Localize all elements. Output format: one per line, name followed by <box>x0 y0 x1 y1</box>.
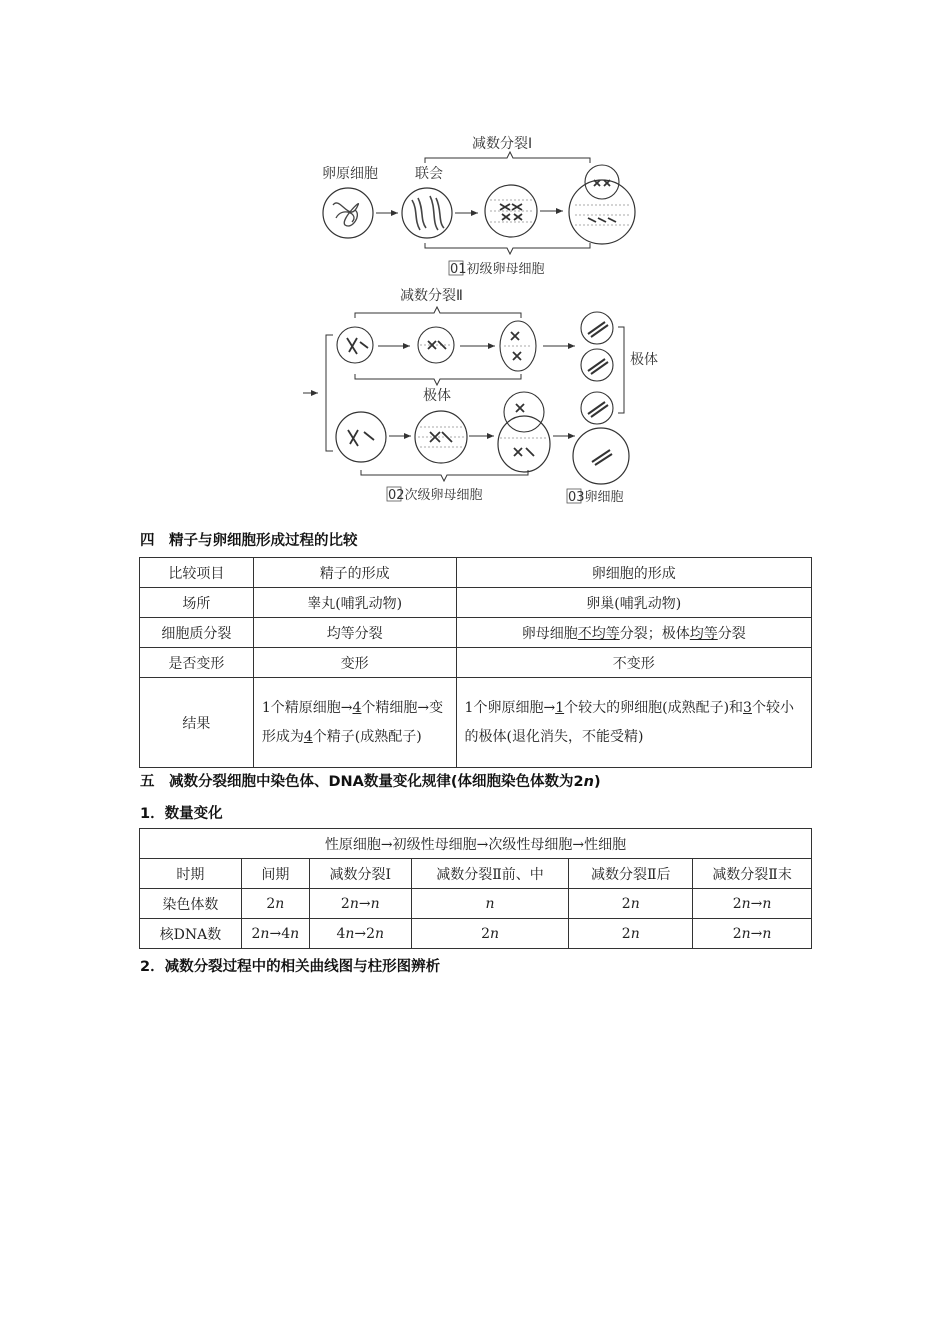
title-var: n <box>583 774 594 790</box>
text: 个较小的极体(退化消失，不能受精) <box>464 699 794 745</box>
blank-answer: 4 <box>303 728 313 745</box>
primary-oocyte-label: 01初级卵母细胞 <box>450 262 545 277</box>
value-cell: 2n→4n <box>241 919 309 949</box>
secondary-oocyte-brace <box>361 470 528 481</box>
header-cell: 间期 <box>241 859 309 889</box>
text: 卵母细胞 <box>521 625 578 642</box>
oogenesis-diagram <box>0 0 950 520</box>
table-row <box>140 859 812 889</box>
polar-bodies-side-label-text: 极体 <box>630 352 658 368</box>
text: 个精子(成熟配子) <box>312 728 422 745</box>
section5-sub2: 2．减数分裂过程中的相关曲线图与柱形图辨析 <box>140 959 441 975</box>
section5-sub1: 1．数量变化 <box>140 806 223 822</box>
text: 分裂 <box>717 625 746 642</box>
secondary-oocyte-label: 02次级卵母细胞 <box>388 488 483 503</box>
header-cell: 减数分裂Ⅱ末 <box>693 859 812 889</box>
item-cell: 场所 <box>140 588 254 618</box>
table-row <box>140 648 812 678</box>
section4-title: 四 精子与卵细胞形成过程的比较 <box>140 533 358 549</box>
text: 个较大的卵细胞(成熟配子)和 <box>564 699 744 716</box>
blank-answer: 3 <box>743 699 752 716</box>
egg-cell: 卵巢(哺乳动物) <box>456 588 811 618</box>
meiosis2-brace <box>355 307 521 318</box>
egg-cell <box>456 678 811 768</box>
quantity-table <box>139 828 812 949</box>
caption-cell: 性原细胞→初级性母细胞→次级性母细胞→性细胞 <box>140 829 812 859</box>
egg-cell-label: 03卵细胞 <box>568 490 624 505</box>
table-row <box>140 889 812 919</box>
polar-body-label: 极体 <box>423 388 451 404</box>
secondary-oocyte-cell-3 <box>498 392 550 472</box>
primary-oocyte-brace <box>425 243 590 254</box>
value-cell: 2n→n <box>309 889 411 919</box>
table-row <box>140 588 812 618</box>
table-row <box>140 678 812 768</box>
text: 个精细胞→变形成为 <box>261 699 444 745</box>
value-cell: 2n→n <box>693 919 812 949</box>
polar-body-brace <box>355 374 521 385</box>
oogonium-label: 卵原细胞 <box>322 166 378 182</box>
meiosis2-label: 减数分裂Ⅱ <box>400 288 463 304</box>
sperm-cell <box>253 678 456 768</box>
table-row <box>140 558 812 588</box>
meiosis1-label: 减数分裂Ⅰ <box>472 136 533 152</box>
egg-cell <box>456 618 811 648</box>
secondary-oocyte-cell-1 <box>336 412 386 462</box>
polar-body-cell-2 <box>418 327 454 363</box>
title-text: 五 减数分裂细胞中染色体、DNA数量变化规律(体细胞染色体数为2 <box>140 774 584 790</box>
secondary-oocyte-cell-2 <box>415 411 467 463</box>
value-cell: 2n <box>569 889 693 919</box>
value-cell: n <box>411 889 569 919</box>
header-cell: 减数分裂Ⅰ <box>309 859 411 889</box>
header-cell: 减数分裂Ⅱ后 <box>569 859 693 889</box>
polar-body-cell-1 <box>337 327 373 363</box>
sperm-cell: 均等分裂 <box>253 618 456 648</box>
anaphase1-cell <box>569 165 635 244</box>
synapsis-label: 联会 <box>415 166 443 182</box>
polar-bodies-right <box>581 312 613 424</box>
polar-bodies-side-label <box>630 351 658 368</box>
item-cell: 结果 <box>140 678 254 768</box>
text: 分裂；极体 <box>619 625 690 642</box>
value-cell: 2n→n <box>693 889 812 919</box>
text: 1个精原细胞→ <box>261 699 353 716</box>
section5-title <box>140 770 601 791</box>
comparison-table <box>139 557 812 768</box>
egg-cell <box>573 428 629 484</box>
blank-answer: 均等 <box>689 625 718 642</box>
header-cell: 时期 <box>140 859 242 889</box>
blank-answer: 1 <box>555 699 565 716</box>
blank-answer: 不均等 <box>577 625 620 642</box>
header-cell: 比较项目 <box>140 558 254 588</box>
item-cell: 细胞质分裂 <box>140 618 254 648</box>
value-cell: 4n→2n <box>309 919 411 949</box>
value-cell: 2n <box>569 919 693 949</box>
polar-body-cell-3 <box>500 321 536 371</box>
oogonium-cell <box>323 188 373 238</box>
egg-cell: 不变形 <box>456 648 811 678</box>
table-row <box>140 919 812 949</box>
meiosis1-brace <box>425 152 590 163</box>
title-text: ) <box>593 774 601 790</box>
metaphase1-cell <box>485 185 537 237</box>
header-cell: 精子的形成 <box>253 558 456 588</box>
value-cell: 2n <box>411 919 569 949</box>
text: 1个卵原细胞→ <box>464 699 556 716</box>
header-cell: 减数分裂Ⅱ前、中 <box>411 859 569 889</box>
header-cell: 卵细胞的形成 <box>456 558 811 588</box>
sperm-cell: 变形 <box>253 648 456 678</box>
value-cell: 2n <box>241 889 309 919</box>
synapsis-cell <box>402 188 452 238</box>
row-label: 核DNA数 <box>140 919 242 949</box>
row-label: 染色体数 <box>140 889 242 919</box>
blank-answer: 4 <box>352 699 362 716</box>
item-cell: 是否变形 <box>140 648 254 678</box>
sperm-cell: 睾丸(哺乳动物) <box>253 588 456 618</box>
table-row <box>140 618 812 648</box>
table-row <box>140 829 812 859</box>
